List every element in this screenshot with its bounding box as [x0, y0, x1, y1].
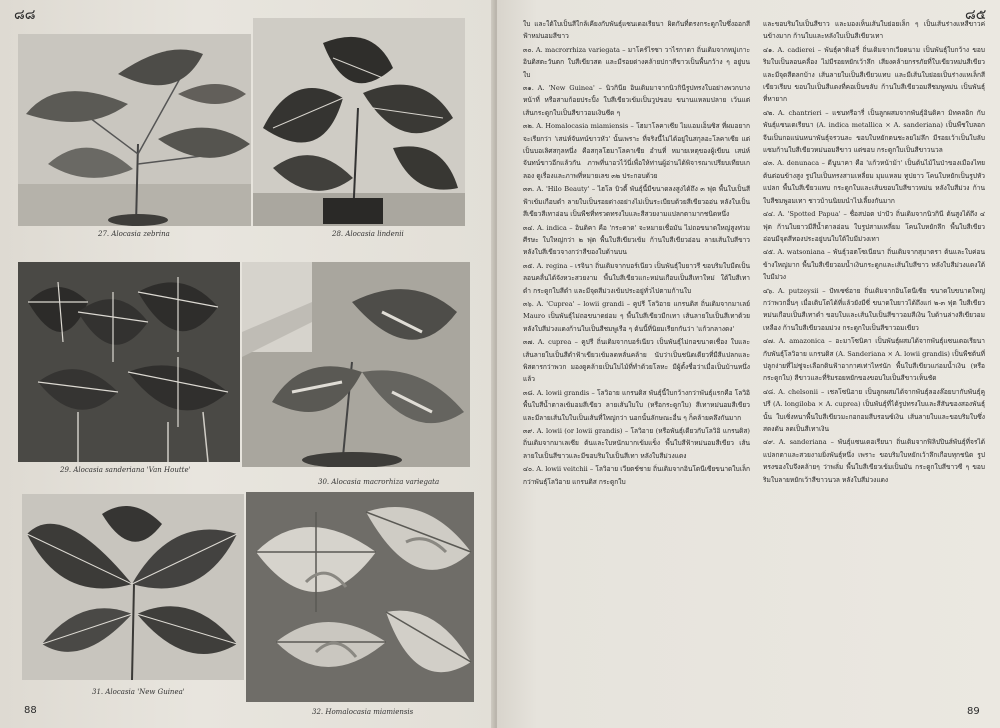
paragraph: ๓๕. A. regina – เรจินา ถิ่นเดิมจากบอร์เนียว เป็นพันธุ์ใบยาวรี ขอบริมใบมีตเป็นลอนคลื่นได้จังหวะสวยงาม พื้นใบสีเขียวแกะหม่นเกือบเป็นสีเทาใหม่ ใต้ใบสีเทาดำ กระดูกใบสีดำ และมีจุดสีม่วงเข้มประอยู่ทั่วไปตามก้านใบ [523, 261, 750, 295]
figure-32-photo [246, 492, 474, 702]
left-page [0, 0, 494, 728]
figure-32-caption: 32. Homalocasia miamiensis [312, 708, 414, 716]
paragraph: ๔๐. A. lowii veitchii – โลวิอาย เวียตช์ชาย ถิ่นเดิมจากอินโดนีเซียขนาดใบเล็กกว่าพันธุ์โลวิอาย แกรนดิส กระดูกใบ [523, 465, 750, 486]
page-number-top-left: ๘๘ [14, 7, 36, 23]
paragraph: ๔๗. A. amazonica – อะมาโซนิคา เป็นพันธุ์ผสมได้จากพันธุ์แซนเดอเรียนา กับพันธุ์โลวิอาย แกรนดิส (A. Sanderiana × A. lowii grandis) เป็นพืชต้นที่ปลูกง่ายที่ไม่ซู่จะเลือกดินฟ้าอากาศเท่าไหร่นัก พื้นใบสีเขียวแก่อมน้ำเงิน (หรือกระดูกใบ) สีขาวและที่ริมรอยหยักของขอบใบเป็นสีขาวเห็นชัด [763, 337, 985, 383]
figure-27-caption: 27. Alocasia zebrina [98, 230, 170, 238]
paragraph: ๓๓. A. 'Hilo Beauty' – ไฮโล บิวตี้ พันธุ์นี้มีขนาดลงสูงได้ถึง ๓ ฟุต พื้นใบเป็นสีฟ้าเข้มเกือบดำ ลายใบเป็นรอยด่างอย่างไม่เป็นระเบียบด้วยสีเขียวออ่น หลังใบเป็นสีเขียวสีเทาอ่อน เป็นพืชที่ทรวดทรงใบและสีสวยงามแปลกตามากชนิดหนึ่ง [523, 185, 750, 219]
figure-30-photo [242, 262, 470, 467]
page-number-bottom-left: 88 [24, 705, 37, 716]
paragraph: ๓๗. A. cuprea – คูปรี ถิ่นเดิมจากบอร์เนียว เป็นพันธุ์ไม่กอขนาดเชื่อง ใบและเส้นลายใบเป็นสีดำฟ้าเขียวเข้มลดหลั่นคล้าย นับว่าเป็นชนิดเดียวที่มีสีแปลกและพิสดารกว่าพวก มองดูคล้ายเป็นใบไม้ที่ทำด้วยโลหะ มีผู้ตั้งชื่อว่าเมื่อเป็นบ้านหนึ่งแล้ว [523, 338, 750, 384]
paragraph: ๔๕. A. watsoniana – พันธุ์วอตโซเนียนา ถิ่นเดิมจากสุมาตรา ต้นและใบค่อนข้างใหญ่มาก พื้นใบสีเขียวอมน้ำเงินกระดูกและเส้นใบสีขาว หลังใบสีม่วงแดงใต้ใบมีม่วง [763, 248, 985, 282]
paragraph: ๔๒. A. chantrieri – แชนทรีอารี่ เป็นลูกผสมจากพันธุ์อินดิคา มิทคลอิก กับพันธุ์แซนเดเรียนา (A. indica metallica × A. sanderiana) เป็นพืชใบลอก จีนเป็นกอแน่นหนาพันธุ์จรวนละ ขอบใบหยักตนชะลยไม่ลึก มีรอยเว้าเป็นใบลับแซมก้านใบสีเขียวหม่นอมสีขาว แต่ขอบ กระดูกใบเป็นสีขาวนวล [763, 108, 985, 155]
paragraph: ๓๘. A. lowii grandis – โลวิอาย แกรนดิส พันธุ์นี้ใบกว้างกว่าพันธุ์แรกคือ โลวิอิ พื้นใบสีน้ำตาลเข้มอมสีเขียว ลายเส้นใบใบ (หรือกระดูกใบ) สีเทาหม่นอมสีเขียว และมีลายเส้นใบใบเป็นเส้นที่ใหญ่กว่า นอกนั้นลักษณะอื่น ๆ ก็คล้ายคลึงกันมาก [523, 388, 750, 422]
figure-31-caption: 31. Alocasia 'New Guinea' [92, 688, 185, 696]
paragraph: ๔๓. A. denunaca – ดีนูนาคา คือ 'แก้วหน้าม้า' เป็นต้นไม้ในป่าของเมืองไทย ต้นต่อนข้างสูง รูปใบเป็นทรงสามเหลี่ยม มุมแหลม ทูปยาว โคนใบหยักเป็นรูปหัวแปลก พื้นใบสีเขียวแทบ กระดูกใบและเส้นขอบใบสีขาวหม่น หลังใบสีม่วง ก้านใบสีชมพูอมเทา ชาวบ้านนิยมนำไปเลี้ยงกันมาก [763, 159, 985, 205]
figure-28-photo [253, 18, 465, 226]
figure-28-caption: 28. Alocasia lindenii [332, 230, 404, 238]
paragraph: ๔๑. A. cadierei – พันธุ์คาดิเอรี่ ถิ่นเดิมจากเวียดนาม เป็นพันธุ์ใบกว้าง ขอบริมใบเป็นลอนคลื่อง ไม่มีรอยหยักเว้าลึก เสียงคล้ายกรรภัยที่ใบเขียวหม่นสีเขียวและมีจุดสีตลกบ้าง เส้นลายใบเป็นสีเขียวแทบ และมีเส้นใบย่อยเป็นร่างแหเล็กสีเขียวเรียบ ขอบใบเป็นสีแดงที่คอเป็นขลับ ก้านใบสีเขียวอมสีชมพูหม่น เป็นพันธุ์ที่หายาก [763, 45, 985, 104]
paragraph: ๓๖. A. 'Cuprea' – lowii grandi – คูปรี โลวิอาย แกรนดิส ถิ่นเดิมจากมาเลย์ Mauro เป็นพันธุ์ไม่ถอขนาดย่อม ๆ พื้นใบสีเขียวมีกเทา เส้นลายใบเป็นสีเทาด้วย หลังใบสีม่วงแดงก้านใบเป็นสีชมพูเรือ ๆ ต้นนี้ที่นิยมเรียกกันว่า 'แก้วกลางดง' [523, 299, 750, 333]
paragraph: ๔๖. A. putzeysii – ปัทเซซ์อาย ถิ่นเดิมจากอินโดนีเซีย ขนาดใบขนาดใหญ่กว่าพวกอื่นๆ เมื่อเติบโตได้ที่แล้วยังมีซี่ ขนาดใบยาวได้ถึงแก่ ๒-๓ ฟุต ใบสีเขียวหม่นเกือบเป็นสีเทาดำ ขอบใบและเส้นใบเป็นสีขาวอมสีเงิน ใบด้านล่างสีเขียวอมเหลือง ก้านใบสีเขียวอมม่วง กระดูกใบเป็นสีขาวอมเขียว [763, 286, 985, 332]
figure-29-photo [18, 262, 240, 462]
paragraph: ๔๘. A. chelsonii – เชลโซนิอาย เป็นลูกผสมได้จากพันธุ์ลองล๊อยบากับพันธุ์คูปรี (A. longiloba × A. cuprea) เป็นพันธุ์ที่ได้รูปทรงใบและสีสันของสองพันธุ์นั้น ใบเซิ่งหนาพื้นใบสีเขียวมะกอกอมสีบรอนซ์เงิน เส้นลายใบและขอบริมใบซึ่งสดงดัน ลดเป็นสีเทาเงิน [763, 387, 985, 433]
paragraph: ๔๙. A. sanderiana – พันธุ์แซนเดอเรียนา ถิ่นเดิมจากฟิลิปปินส์พันธุ์ที่จรได้แปลกตาและสวยงามยิ่งพันธุ์หนึ่ง เพราะ ขอบริมใบหยักเว้าลึกเกือบทุกชนิด รูปทรงของใบจึงคล้ายๆ ว่าพลั่ม พื้นใบสีเขียวเข้มเป็นมัน กระดูกใบสีขาวซี ๆ ขอบริมใบลายหยักเว้าสีขาวนวล หลังใบสีม่วงแดง [763, 438, 985, 484]
figure-30-caption: 30. Alocasia macrorhiza variegata [318, 478, 440, 486]
right-page [497, 0, 1000, 728]
text-column-2 [763, 18, 985, 487]
paragraph: ๓๔. A. indica – อินดิคา คือ 'กระดาด' จะหมายเชื่อมัน ไม่ถอขนาดใหญ่สูงท่วมศีรษะ ใบใหญ่กว่า ๒ ฟุต พื้นใบสีเขียวเข้ม ก้านใบสีเขียวอ่อน ลายเส้นใบสีขาว หลังใบสีเขียวจางกว่าสีของใบด้านบน [523, 223, 750, 257]
paragraph: ใบ และใต้ใบเป็นสีใกล้เคียงกับพันธุ์แซนเดอเรียนา ผิดกันที่ตรงกระดูกใบซึ่งออกสีฟ้าหม่นอมสีขาว [523, 20, 750, 41]
figure-29-caption: 29. Alocasia sanderiana 'Van Houtte' [60, 466, 191, 474]
paragraph: ๓๒. A. Homalocasia miamiensis – โฮมาโลคาเซีย ไมแอมเอ็นซิส ที่ผมอยากจะเรียกว่า 'เสน่ห์จันทน์ขาวหัว' นั้นเพราะ ที่จริงนี้ไม่ได้อยู่ในสกุลอะโลคาเซีย แต่เป็นบอเลิศสกุลหนึ่ง คือสกุลโฮมาโลคาเซีย อำนที่ หมายเหตุของผู้เขียน เสน่ห์จันทน์ขาวอีกแล้วกัน ภาพที่นาอวไว้นี่เพื่อให้ท่านผู้อ่านได้พิจารณาเปรียบเทียบเกลอง ดูเรื่องและภาพที่หมายเลข ๓๒ ประกอบด้วย [523, 122, 750, 180]
figure-27-photo [18, 34, 251, 226]
paragraph: ๔๔. A. 'Spotted Papua' – ชื่อสปอต ปาปัว ถิ่นเดิมจากนิวกินี ต้นสูงได้ถึง ๔ ฟุต ก้านใบยาวมีสีน้ำตาลอ่อน ใบรูปสามเหลี่ยม โคนใบหยักลึก พื้นใบสีเขียวอ่อนมีจุดสีทองประอยู่บนใบใต้ใบมีม่วงเทา [763, 210, 985, 243]
page-number-bottom-right: 89 [967, 706, 980, 717]
paragraph: ๓๙. A. lowii (or lowii grandis) – โลวิอาย (หรือพันธุ์เดียวกับโลวิอิ แกรนดิส) ถิ่นเดิมจากมาเลเซีย ต้นและใบหนักมากเข้มแข็ง พื้นใบสีฟ้าหม่นอมสีเขียว เส้นลายใบเป็นสีขาวและมีขอบริมใบเป็นสีเทา หลังใบสีม่วงแดง [523, 427, 750, 460]
paragraph: ๓๐. A. macrorrhiza variegata – มาโคร์ไรซา วาไรกาตา ถิ่นเดิมจากหมู่เกาะอินดิสตะวันตก ใบสีเขียวสด และมีรอยด่างคล้ายปกาสีขาวเป็นพื้นกว้าง ๆ อยู่บนใบ [523, 45, 750, 79]
text-column-1 [523, 18, 750, 489]
page-number-top-right: ๘๕ [965, 7, 987, 23]
paragraph: ๓๑. A. 'New Guinea' – นิวกินีย อินเดิมมาจากนิวกินีรูปทรงใบอย่างพวกบางหน้าที่ หรือสามก้อยประปิ้ง ใบสีเขียวเข้มเป็นวูปขอบ ขนานแหลมปลาย เว้นแต่เส้นกระดูกใบเป็นสีขาวอมเงินซีด ๆ [523, 84, 750, 117]
paragraph: และขอบริมใบเป็นสีขาว และมองเห็นเส้นใบย่อยเล็ก ๆ เป็นเส้นร่างแหสีขาวค่นข้างมาก ก้านใบและหลังใบเป็นสีเขียวเทา [763, 20, 985, 41]
figure-31-photo [22, 494, 244, 680]
